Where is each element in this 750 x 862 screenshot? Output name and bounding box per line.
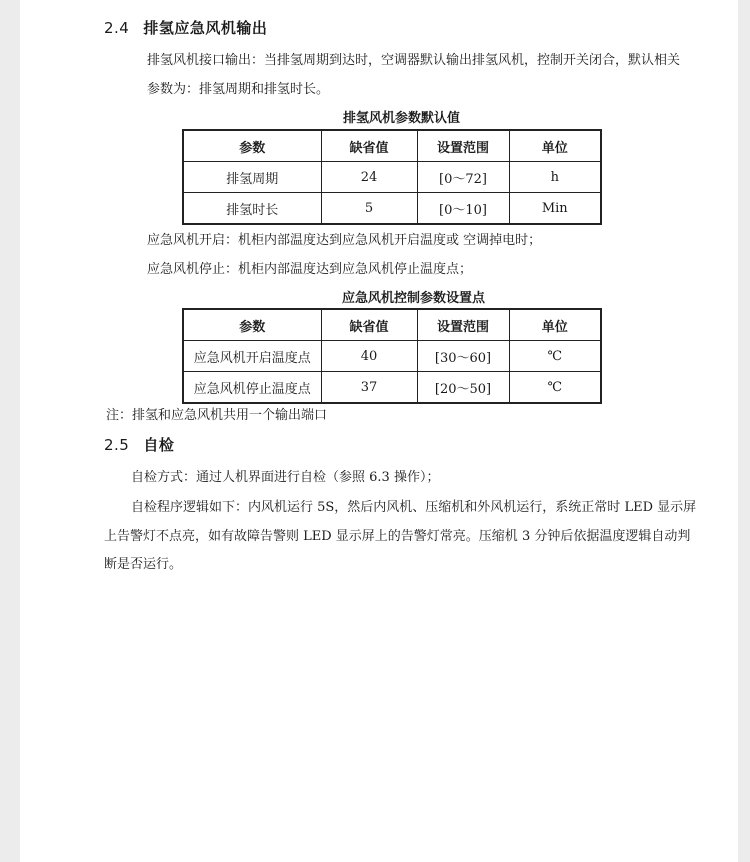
- table-header-row: [183, 309, 601, 341]
- section-title: 排氢应急风机输出: [143, 19, 268, 37]
- note-line: 注：排氢和应急风机共用一个输出端口: [106, 408, 328, 423]
- table-cell: 40: [321, 341, 417, 372]
- paragraph-line: 应急风机停止：机柜内部温度达到应急风机停止温度点；: [147, 262, 473, 277]
- section-title: 自检: [143, 436, 175, 454]
- table-cell: [30～60]: [417, 341, 509, 372]
- paragraph-line: 自检程序逻辑如下：内风机运行 5S，然后内风机、压缩机和外风机运行，系统正常时 LED 显示屏: [131, 500, 697, 515]
- table-caption: 排氢风机参数默认值: [343, 111, 461, 126]
- table-cell: 排氢时长: [183, 193, 321, 225]
- table-cell: 排氢周期: [183, 162, 321, 193]
- table-cell: [0～10]: [417, 193, 509, 225]
- table-row: [183, 162, 601, 193]
- table-header-cell: 设置范围: [417, 130, 509, 162]
- table-cell: Min: [509, 193, 601, 225]
- section-heading-2-4: [104, 17, 267, 38]
- paragraph-line: 排氢风机接口输出：当排氢周期到达时，空调器默认输出排氢风机，控制开关闭合，默认相关: [147, 53, 681, 68]
- table-cell: 24: [321, 162, 417, 193]
- table-cell: ℃: [509, 372, 601, 404]
- table-header-cell: 参数: [183, 309, 321, 341]
- table-row: [183, 341, 601, 372]
- table-cell: h: [509, 162, 601, 193]
- table-cell: 应急风机开启温度点: [183, 341, 321, 372]
- table-row: [183, 193, 601, 225]
- section-number: 2.4: [104, 19, 130, 37]
- section-heading-2-5: [104, 434, 174, 455]
- emergency-fan-table: [182, 308, 602, 404]
- table-cell: 5: [321, 193, 417, 225]
- table-cell: ℃: [509, 341, 601, 372]
- document-page: [20, 0, 738, 862]
- table-header-cell: 设置范围: [417, 309, 509, 341]
- paragraph-line: 断是否运行。: [104, 557, 183, 572]
- table-header-cell: 缺省值: [321, 130, 417, 162]
- paragraph-line: 参数为：排氢周期和排氢时长。: [147, 82, 330, 97]
- table-cell: [0～72]: [417, 162, 509, 193]
- table-cell: 应急风机停止温度点: [183, 372, 321, 404]
- table-caption: 应急风机控制参数设置点: [342, 291, 486, 306]
- table-cell: [20～50]: [417, 372, 509, 404]
- table-header-row: [183, 130, 601, 162]
- section-number: 2.5: [104, 436, 130, 454]
- table-header-cell: 单位: [509, 130, 601, 162]
- table-header-cell: 单位: [509, 309, 601, 341]
- paragraph-line: 上告警灯不点亮，如有故障告警则 LED 显示屏上的告警灯常亮。压缩机 3 分钟后依据温度逻辑自动判: [104, 529, 691, 544]
- paragraph-line: 自检方式：通过人机界面进行自检（参照 6.3 操作）；: [131, 470, 440, 485]
- paragraph-line: 应急风机开启：机柜内部温度达到应急风机开启温度或 空调掉电时；: [147, 233, 542, 248]
- table-header-cell: 参数: [183, 130, 321, 162]
- hydrogen-fan-table: [182, 129, 602, 225]
- table-row: [183, 372, 601, 404]
- table-header-cell: 缺省值: [321, 309, 417, 341]
- table-cell: 37: [321, 372, 417, 404]
